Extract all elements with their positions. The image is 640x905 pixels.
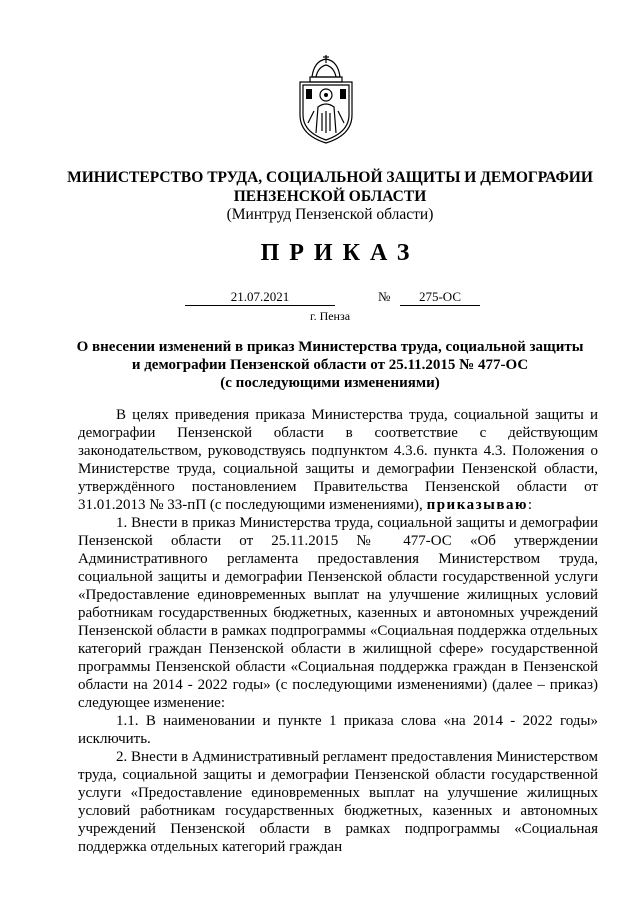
- order-body: [78, 406, 598, 856]
- preamble-paragraph: [78, 406, 598, 514]
- coat-of-arms-emblem: [294, 55, 358, 145]
- order-number-sign: №: [378, 289, 391, 304]
- order-city: г. Пенза: [310, 309, 351, 323]
- item-2-paragraph: 2. Внести в Административный регламент предоставления Министерством труда, социальной защиты и демографии Пензенской области государственной услуги «Предоставление единовременных выплат на улучшение жилищных условий работникам государственных бюджетных, казенных и автономных учреждений Пензенской области в рамках подпрограммы «Социальная поддержка отдельных категорий граждан: [78, 749, 598, 855]
- item-1-paragraph: 1. Внести в приказ Министерства труда, социальной защиты и демографии Пензенской области от 25.11.2015 № 477-ОС «Об утверждении Административного регламента предоставления Министерством труда, социальной защиты и демографии Пензенской области государственной услуги «Предоставление единовременных выплат на улучшение жилищных условий работникам государственных бюджетных, казенных и автономных учреждений Пензенской области в рамках подпрограммы «Социальная поддержка отдельных категорий граждан Пензенской области в жилищной сфере» государственной программы Пензенской области «Социальная поддержка граждан в Пензенской области на 2014 - 2022 годы» (с последующими изменениями) (далее – приказ) следующее изменение:: [78, 515, 598, 711]
- prikazyvayu-word: приказываю: [426, 497, 528, 513]
- order-date-number-line: [185, 289, 485, 311]
- document-type-heading: ПРИКАЗ: [260, 240, 420, 266]
- order-date: 21.07.2021: [230, 289, 290, 304]
- order-title-line3: (с последующими изменениями): [220, 375, 440, 391]
- ministry-name-line2: ПЕНЗЕНСКОЙ ОБЛАСТИ: [233, 188, 427, 205]
- order-title-line1: О внесении изменений в приказ Министерства труда, социальной защиты: [76, 339, 584, 355]
- order-number: 275-ОС: [418, 289, 462, 304]
- order-title-line2: и демографии Пензенской области от 25.11.2015 № 477-ОС: [131, 357, 529, 373]
- preamble-colon: :: [527, 497, 533, 513]
- ministry-short-name: (Минтруд Пензенской области): [226, 206, 434, 223]
- order-date-underline: [185, 305, 335, 306]
- item-1-1-paragraph: 1.1. В наименовании и пункте 1 приказа слова «на 2014 - 2022 годы» исключить.: [78, 713, 598, 747]
- order-title: [60, 338, 600, 392]
- order-number-underline: [400, 305, 480, 306]
- preamble-text: В целях приведения приказа Министерства труда, социальной защиты и демографии Пензенской области в соответствие с действующим законодательством, руководствуясь подпунктом 4.3.6. пункта 4.3. Положения о Министерстве труда, социальной защиты и демографии Пензенской области, утверждённого постановлением Правительства Пензенской области от 31.01.2013 № 33-пП (с последующими изменениями),: [78, 407, 598, 513]
- ministry-name: [60, 168, 600, 206]
- ministry-name-line1: МИНИСТЕРСТВО ТРУДА, СОЦИАЛЬНОЙ ЗАЩИТЫ И ДЕМОГРАФИИ: [67, 169, 593, 186]
